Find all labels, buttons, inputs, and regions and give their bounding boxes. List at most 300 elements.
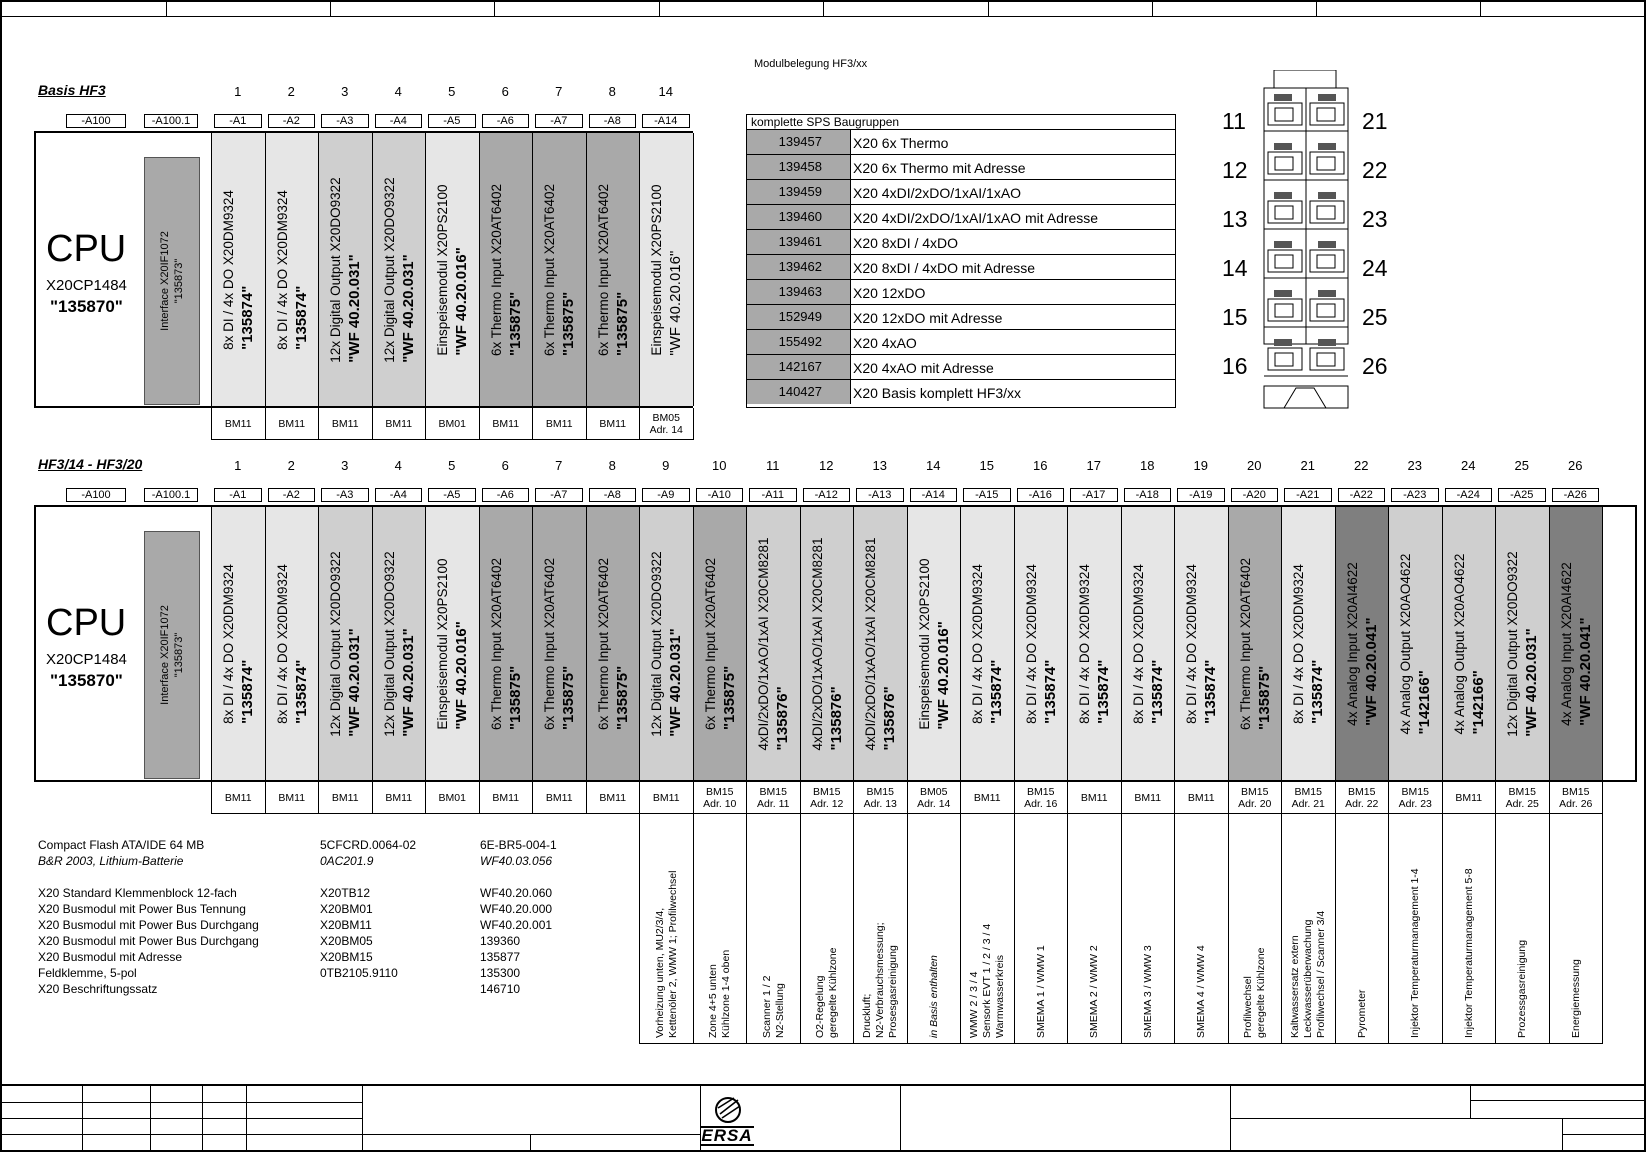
- io-module-partno: "135874": [1309, 659, 1327, 724]
- io-module: [1174, 507, 1229, 780]
- io-module-partno: "135874": [292, 285, 310, 350]
- parts-number: 140427: [747, 380, 851, 404]
- legend-partno: 139360: [480, 934, 521, 948]
- io-module: [479, 133, 534, 406]
- io-module: [425, 133, 480, 406]
- slot-number: 16: [1033, 458, 1048, 473]
- module-note-line: Injektor Temperaturmanagement 5-8: [1462, 868, 1475, 1038]
- io-module-label: [326, 551, 364, 736]
- title-block-line: [0, 1102, 362, 1103]
- busmodule: [479, 408, 534, 440]
- title-block-line: [82, 1084, 83, 1150]
- hf3-interface-module: [144, 531, 200, 779]
- io-module-type: 12x Digital Output X20DO9322: [328, 176, 344, 363]
- terminal-left-number: 11: [1222, 108, 1246, 134]
- module-note-text: [1195, 945, 1208, 1038]
- module-note-line: Pyrometer: [1355, 989, 1368, 1038]
- io-module-partno: "WF 40.20.031": [399, 253, 417, 363]
- hf3-cpu-model: X20CP1484: [46, 651, 127, 668]
- module-tag: -A11: [749, 488, 797, 502]
- io-module: [372, 507, 427, 780]
- io-module-partno: "WF 40.20.016": [453, 620, 471, 730]
- slot-number: 5: [448, 84, 456, 99]
- io-module-type: 8x DI / 4x DO X20DM9324: [1130, 563, 1146, 724]
- io-module-partno: "135874": [239, 285, 257, 350]
- parts-number: 139459: [747, 180, 851, 204]
- ruler-tick: [823, 0, 824, 16]
- io-module: [1281, 507, 1336, 780]
- module-note-line: Prosesgasreinigung: [887, 945, 900, 1038]
- slot-number: 22: [1354, 458, 1369, 473]
- parts-row: [747, 179, 1175, 204]
- io-module-partno: "135874": [988, 659, 1006, 724]
- io-module-type: Einspeisemodul X20PS2100: [916, 557, 932, 730]
- io-module-partno: "135876": [827, 685, 845, 751]
- slot-number: 8: [608, 458, 616, 473]
- busmodule-line: BM01: [438, 791, 466, 804]
- terminal-right-number: 25: [1362, 304, 1388, 330]
- io-module: [265, 507, 320, 780]
- module-note-line: Druckluft;: [861, 993, 874, 1038]
- parts-number: 155492: [747, 330, 851, 354]
- parts-number: 139457: [747, 130, 851, 154]
- module-tag: -A26: [1552, 488, 1600, 502]
- busmodule: [853, 782, 908, 814]
- parts-description: X20 12xDO: [853, 285, 926, 301]
- title-block-line: [362, 1084, 363, 1150]
- slot-number: 2: [287, 84, 295, 99]
- parts-row: [747, 279, 1175, 304]
- slot-number: 2: [287, 458, 295, 473]
- slot-number: 3: [341, 458, 349, 473]
- io-module-partno: "135875": [613, 291, 631, 356]
- io-module-type: 4x Analog Output X20AO4622: [1451, 553, 1467, 734]
- legend-partno: WF40.03.056: [480, 854, 553, 868]
- io-module-type: Einspeisemodul X20PS2100: [649, 183, 665, 356]
- busmodule-line: BM15: [1348, 785, 1376, 798]
- io-module-type: 8x DI / 4x DO X20DM9324: [1184, 563, 1200, 724]
- io-module-label: [487, 557, 525, 729]
- busmodule-line: BM05: [652, 411, 680, 424]
- ruler-tick: [988, 0, 989, 16]
- terminal-right-number: 24: [1362, 255, 1388, 281]
- module-note: [1335, 814, 1390, 1044]
- module-tag: -A7: [535, 488, 583, 502]
- io-module-partno: "WF 40.20.031": [346, 253, 364, 363]
- busmodule: [318, 408, 373, 440]
- module-tag: -A14: [642, 114, 690, 128]
- module-note-text: [1289, 910, 1328, 1038]
- busmodule: [1121, 782, 1176, 814]
- slot-number: 26: [1568, 458, 1583, 473]
- io-module-label: [1289, 564, 1327, 724]
- io-module-partno: "135874": [1041, 659, 1059, 724]
- busmodule-line: BM15: [1027, 785, 1055, 798]
- module-note-line: Leckwasserüberwachung: [1302, 919, 1315, 1038]
- io-module-label: [1236, 557, 1274, 729]
- io-module-partno: "WF 40.20.016": [667, 250, 685, 356]
- terminal-left-number: 14: [1222, 255, 1248, 281]
- title-block-line: [0, 1118, 362, 1119]
- busmodule-line: BM11: [278, 417, 306, 430]
- parts-number: 139463: [747, 280, 851, 304]
- slot-number: 23: [1407, 458, 1422, 473]
- module-note-line: SMEMA 3 / WMW 3: [1141, 945, 1154, 1038]
- slot-number: 6: [501, 84, 509, 99]
- busmodule-line: BM15: [866, 785, 894, 798]
- busmodule-line: BM11: [973, 791, 1001, 804]
- slot-number: 10: [712, 458, 727, 473]
- busmodule-line: Adr. 12: [810, 797, 844, 810]
- legend-partno: WF40.20.001: [480, 918, 553, 932]
- basis-tag-a100: -A100: [66, 114, 126, 128]
- slot-number: 14: [926, 458, 941, 473]
- io-module-label: [701, 557, 739, 729]
- io-module-type: Einspeisemodul X20PS2100: [435, 183, 451, 356]
- module-note-line: Profilwechsel / Scanner 3/4: [1315, 910, 1328, 1038]
- module-note-text: [653, 870, 679, 1038]
- busmodule: [211, 408, 266, 440]
- legend-partno: 135300: [480, 966, 521, 980]
- io-module: [211, 507, 266, 780]
- busmodule: [532, 408, 587, 440]
- module-note-text: [760, 975, 786, 1038]
- module-note-line: Kettenöler 2, WMW 1; Profilwechsel: [666, 870, 679, 1038]
- slot-number: 24: [1461, 458, 1476, 473]
- slot-number: 8: [608, 84, 616, 99]
- busmodule-line: Adr. 25: [1505, 797, 1539, 810]
- io-module: [211, 133, 266, 406]
- io-module-type: 8x DI / 4x DO X20DM9324: [970, 563, 986, 724]
- parts-row: [747, 329, 1175, 354]
- module-note-text: [1569, 959, 1582, 1038]
- io-module-partno: "WF 40.20.016": [934, 620, 952, 730]
- io-module-type: 6x Thermo Input X20AT6402: [488, 183, 504, 356]
- module-tag: -A9: [642, 488, 690, 502]
- io-module: [265, 133, 320, 406]
- terminal-right-number: 22: [1362, 157, 1388, 183]
- module-note: [746, 814, 801, 1044]
- legend-partno: 6E-BR5-004-1: [480, 838, 557, 852]
- terminal-right-number: 21: [1362, 108, 1388, 134]
- busmodule-line: BM15: [706, 785, 734, 798]
- io-module: [1335, 507, 1390, 780]
- title-block-line: [246, 1084, 247, 1150]
- io-module-label: [1182, 564, 1220, 724]
- busmodule-line: Adr. 20: [1238, 797, 1272, 810]
- module-tag: -A2: [268, 488, 316, 502]
- basis-interface-module: [144, 157, 200, 405]
- io-module: [372, 133, 427, 406]
- busmodule-line: BM11: [492, 417, 520, 430]
- io-module-partno: "135876": [774, 685, 792, 751]
- module-note: [639, 814, 694, 1044]
- busmodule-line: BM11: [278, 791, 306, 804]
- slot-number: 11: [766, 458, 780, 473]
- module-note: [1121, 814, 1176, 1044]
- module-tag: -A8: [589, 114, 637, 128]
- module-note-text: [1242, 947, 1268, 1039]
- io-module: [318, 133, 373, 406]
- io-module-partno: "135875": [560, 291, 578, 356]
- legend-partno: WF40.20.000: [480, 902, 553, 916]
- module-note-line: Zone 4+5 unten: [707, 964, 720, 1038]
- io-module-type: 12x Digital Output X20DO9322: [381, 176, 397, 363]
- io-module: [639, 133, 694, 406]
- busmodule: [586, 408, 641, 440]
- io-module-type: 8x DI / 4x DO X20DM9324: [1077, 563, 1093, 724]
- title-block-line: [1470, 1100, 1646, 1101]
- io-module: [586, 133, 641, 406]
- slot-number: 7: [555, 458, 563, 473]
- io-module-partno: "WF 40.20.016": [453, 246, 471, 356]
- legend-type: X20BM01: [320, 902, 373, 916]
- module-tag: -A10: [696, 488, 744, 502]
- basis-cpu-model: X20CP1484: [46, 277, 127, 294]
- busmodule: [586, 782, 641, 814]
- busmodule-line: BM11: [331, 417, 359, 430]
- parts-row: [747, 354, 1175, 379]
- io-module: [639, 507, 694, 780]
- busmodule: [1228, 782, 1283, 814]
- module-note-line: N2-Verbrauchsmessung;: [874, 922, 887, 1038]
- io-module-label: [1503, 551, 1541, 736]
- slot-number: 3: [341, 84, 349, 99]
- module-note-line: Prozessgasreinigung: [1516, 939, 1529, 1038]
- ruler-tick: [1152, 0, 1153, 16]
- io-module-label: [540, 183, 578, 355]
- basis-tag-a100-1: -A100.1: [144, 114, 198, 128]
- module-tag: -A21: [1284, 488, 1332, 502]
- terminal-left-number: 15: [1222, 304, 1248, 330]
- io-module: [1228, 507, 1283, 780]
- io-module-type: 8x DI / 4x DO X20DM9324: [221, 189, 237, 350]
- slot-number: 15: [979, 458, 994, 473]
- busmodule: [639, 408, 694, 440]
- io-module-label: [808, 537, 846, 750]
- io-module-type: 4xDI/2xDO/1xAO/1xAI X20CM8281: [756, 536, 772, 751]
- module-tag: -A19: [1177, 488, 1225, 502]
- slot-number: 4: [394, 458, 402, 473]
- io-module-type: Einspeisemodul X20PS2100: [435, 557, 451, 730]
- io-module-type: 8x DI / 4x DO X20DM9324: [1291, 563, 1307, 724]
- module-note-line: WMW 2 / 3 / 4: [968, 971, 981, 1038]
- terminal-block-drawing: [1262, 70, 1362, 420]
- io-module-type: 4x Analog Input X20AI4622: [1558, 561, 1574, 726]
- io-module-type: 6x Thermo Input X20AT6402: [1237, 557, 1253, 730]
- module-note: [1442, 814, 1497, 1044]
- io-module-label: [647, 184, 685, 355]
- io-module-label: [647, 551, 685, 736]
- busmodule-line: BM11: [545, 791, 573, 804]
- hf3-tag-a100: -A100: [66, 488, 126, 502]
- busmodule-line: Adr. 11: [757, 797, 790, 810]
- module-note-line: O2-Regelung: [814, 975, 827, 1038]
- busmodule-line: Adr. 13: [863, 797, 897, 810]
- io-module-partno: "WF 40.20.041": [1362, 616, 1380, 726]
- busmodule: [1388, 782, 1443, 814]
- busmodule: [800, 782, 855, 814]
- io-module: [532, 133, 587, 406]
- io-module-label: [1343, 562, 1381, 726]
- io-module: [1067, 507, 1122, 780]
- parts-row: [747, 304, 1175, 329]
- io-module-partno: "142166": [1469, 669, 1487, 734]
- busmodule-line: Adr. 16: [1024, 797, 1058, 810]
- slot-number: 12: [819, 458, 834, 473]
- io-module: [586, 507, 641, 780]
- parts-description: X20 8xDI / 4xDO: [853, 235, 959, 251]
- busmodule: [693, 782, 748, 814]
- io-module-label: [1129, 564, 1167, 724]
- slot-number: 4: [394, 84, 402, 99]
- parts-description: X20 4xAO mit Adresse: [853, 360, 994, 376]
- module-note: [1174, 814, 1229, 1044]
- io-module: [960, 507, 1015, 780]
- legend-type: X20BM11: [320, 918, 372, 932]
- module-tag: -A2: [268, 114, 316, 128]
- module-tag: -A16: [1017, 488, 1065, 502]
- slot-number: 19: [1193, 458, 1208, 473]
- hf3-tag-a100-1: -A100.1: [144, 488, 198, 502]
- module-tag: -A14: [910, 488, 958, 502]
- io-module-partno: "135875": [560, 665, 578, 730]
- io-module-label: [1450, 553, 1488, 734]
- module-note-line: geregelte Kühlzone: [1255, 947, 1268, 1038]
- module-tag: -A6: [482, 488, 530, 502]
- io-module-type: 6x Thermo Input X20AT6402: [542, 557, 558, 730]
- module-note: [1014, 814, 1069, 1044]
- io-module-label: [594, 557, 632, 729]
- io-module: [800, 507, 855, 780]
- module-note-text: [1409, 868, 1422, 1038]
- busmodule-line: BM15: [1508, 785, 1536, 798]
- busmodule-line: BM11: [599, 417, 627, 430]
- basis-interface-label: Interface X20IF1072 "135873": [159, 231, 185, 331]
- slot-number: 18: [1140, 458, 1155, 473]
- busmodule: [746, 782, 801, 814]
- busmodule-line: BM11: [1080, 791, 1108, 804]
- terminal-right-number: 26: [1362, 353, 1388, 379]
- module-note: [693, 814, 748, 1044]
- slot-number: 7: [555, 84, 563, 99]
- io-module: [1121, 507, 1176, 780]
- busmodule: [425, 782, 480, 814]
- io-module-partno: "WF 40.20.031": [667, 627, 685, 737]
- frame-left: [0, 0, 2, 1152]
- io-module-type: 12x Digital Output X20DO9322: [328, 550, 344, 737]
- slot-number: 14: [658, 84, 673, 99]
- io-module: [318, 507, 373, 780]
- module-note-text: [1034, 945, 1047, 1038]
- io-module-type: 6x Thermo Input X20AT6402: [542, 183, 558, 356]
- parts-description: X20 6x Thermo: [853, 135, 949, 151]
- basis-cpu-id: "135870": [50, 297, 123, 316]
- slot-number: 6: [501, 458, 509, 473]
- module-note: [960, 814, 1015, 1044]
- busmodule: [1174, 782, 1229, 814]
- legend-description: X20 Busmodul mit Adresse: [38, 950, 183, 964]
- io-module-label: [219, 190, 257, 350]
- module-note: [853, 814, 908, 1044]
- busmodule: [265, 782, 320, 814]
- module-tag: -A24: [1445, 488, 1493, 502]
- module-tag: -A3: [321, 114, 369, 128]
- busmodule: [211, 782, 266, 814]
- parts-table-header: komplette SPS Baugruppen: [751, 115, 900, 129]
- ruler-tick: [1480, 0, 1481, 16]
- ersa-logo-text: ERSA: [701, 1126, 753, 1145]
- busmodule: [532, 782, 587, 814]
- io-module-type: 12x Digital Output X20DO9322: [1505, 550, 1521, 737]
- legend-partno: 146710: [480, 982, 521, 996]
- busmodule-line: BM11: [1187, 791, 1215, 804]
- io-module-label: [861, 537, 899, 750]
- busmodule-line: Adr. 21: [1291, 797, 1325, 810]
- busmodule: [1442, 782, 1497, 814]
- io-module-type: 4xDI/2xDO/1xAO/1xAI X20CM8281: [809, 536, 825, 751]
- module-note: [1228, 814, 1283, 1044]
- module-tag: -A1: [214, 114, 262, 128]
- doc-title: Modulbelegung HF3/xx: [754, 58, 868, 70]
- legend-type: 0AC201.9: [320, 854, 374, 868]
- parts-number: 139462: [747, 255, 851, 279]
- busmodule: [265, 408, 320, 440]
- hf3-interface-label: Interface X20IF1072 "135873": [159, 605, 185, 705]
- module-note-line: SMEMA 4 / WMW 4: [1195, 945, 1208, 1038]
- busmodule-line: BM15: [1401, 785, 1429, 798]
- title-block-line: [0, 1134, 362, 1135]
- parts-description: X20 12xDO mit Adresse: [853, 310, 1003, 326]
- module-tag: -A23: [1391, 488, 1439, 502]
- legend-partno: WF40.20.060: [480, 886, 553, 900]
- basis-cpu-label: CPU: [46, 228, 127, 270]
- busmodule-line: BM11: [224, 791, 252, 804]
- busmodule: [639, 782, 694, 814]
- io-module-type: 8x DI / 4x DO X20DM9324: [221, 563, 237, 724]
- module-note-text: [814, 947, 840, 1039]
- module-note-line: geregelte Kühlzone: [827, 947, 840, 1038]
- io-module: [1549, 507, 1604, 780]
- slot-number: 25: [1514, 458, 1529, 473]
- parts-number: 142167: [747, 355, 851, 379]
- io-module: [532, 507, 587, 780]
- module-note-line: N2-Stellung: [773, 983, 786, 1038]
- busmodule-line: BM15: [1241, 785, 1269, 798]
- busmodule-line: BM11: [492, 791, 520, 804]
- slot-number: 1: [234, 458, 242, 473]
- terminal-left-number: 12: [1222, 157, 1248, 183]
- terminal-right-number: 23: [1362, 206, 1388, 232]
- module-note: [1549, 814, 1604, 1044]
- module-note-text: [1355, 989, 1368, 1038]
- parts-description: X20 6x Thermo mit Adresse: [853, 160, 1026, 176]
- io-module-type: 4xDI/2xDO/1xAO/1xAI X20CM8281: [863, 536, 879, 751]
- ruler-tick: [659, 0, 660, 16]
- busmodule: [372, 408, 427, 440]
- module-tag: -A13: [856, 488, 904, 502]
- module-tag: -A4: [375, 488, 423, 502]
- io-module-type: 6x Thermo Input X20AT6402: [488, 557, 504, 730]
- io-module-label: [219, 564, 257, 724]
- io-module: [746, 507, 801, 780]
- legend-description: X20 Standard Klemmenblock 12-fach: [38, 886, 237, 900]
- busmodule-line: Adr. 23: [1398, 797, 1432, 810]
- io-module-type: 4x Analog Output X20AO4622: [1398, 553, 1414, 734]
- io-module-type: 12x Digital Output X20DO9322: [381, 550, 397, 737]
- module-note-text: [1141, 945, 1154, 1038]
- busmodule-line: Adr. 10: [703, 797, 737, 810]
